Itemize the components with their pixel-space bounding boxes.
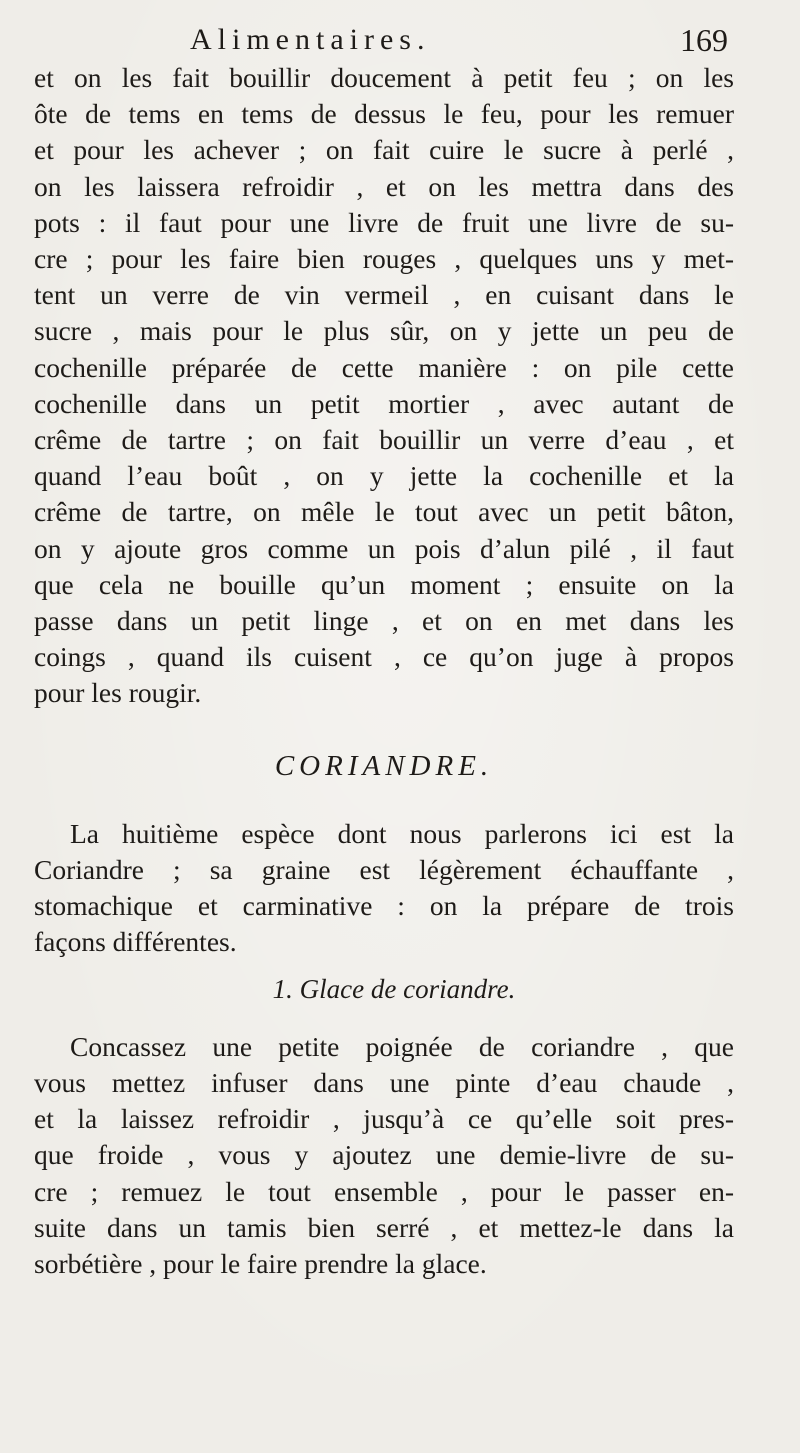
text-line: crême de tartre, on mêle le tout avec un petit bâton, xyxy=(34,496,734,528)
text-line: tent un verre de vin vermeil , en cuisant dans le xyxy=(34,279,734,311)
text-line: suite dans un tamis bien serré , et mettez-le dans la xyxy=(34,1211,734,1243)
text-line: pots : il faut pour une livre de fruit une livre de su- xyxy=(34,206,734,238)
page-number: 169 xyxy=(680,22,728,58)
text-line: La huitième espèce dont nous parlerons ici est la xyxy=(70,817,734,849)
subsection-heading: 1. Glace de coriandre. xyxy=(272,973,516,1004)
text-line: cochenille dans un petit mortier , avec autant de xyxy=(34,387,734,419)
text-line: vous mettez infuser dans une pinte d’eau chaude , xyxy=(34,1067,734,1099)
text-line: passe dans un petit linge , et on en met dans les xyxy=(34,605,734,637)
text-line: façons différentes. xyxy=(34,926,237,958)
text-line: crême de tartre ; on fait bouillir un verre d’eau , et xyxy=(34,424,734,456)
text-line: coings , quand ils cuisent , ce qu’on juge à propos xyxy=(34,641,734,673)
paragraph-3 xyxy=(34,1029,734,1282)
text-line: quand l’eau boût , on y jette la cochenille et la xyxy=(34,460,734,492)
paragraph-1 xyxy=(34,60,734,712)
text-line: cochenille préparée de cette manière : on pile cette xyxy=(34,351,734,383)
page-body xyxy=(34,60,734,1282)
text-line: on y ajoute gros comme un pois d’alun pilé , il faut xyxy=(34,532,734,564)
text-line: que cela ne bouille qu’un moment ; ensuite on la xyxy=(34,568,734,600)
text-line: et on les fait bouillir doucement à petit feu ; on les xyxy=(34,62,734,93)
text-line: sucre , mais pour le plus sûr, on y jette un peu de xyxy=(34,315,734,347)
running-head: Alimentaires. xyxy=(190,23,431,56)
text-line: ôte de tems en tems de dessus le feu, pour les remuer xyxy=(34,98,734,130)
text-line: Coriandre ; sa graine est légèrement échauffante , xyxy=(34,854,734,886)
text-line: pour les rougir. xyxy=(34,677,202,709)
section-heading: CORIANDRE. xyxy=(274,749,494,782)
paragraph-2 xyxy=(34,816,734,961)
text-line: que froide , vous y ajoutez une demie-livre de su- xyxy=(34,1139,734,1171)
text-line: cre ; pour les faire bien rouges , quelques uns y met- xyxy=(34,243,734,275)
text-line: sorbétière , pour le faire prendre la glace. xyxy=(34,1248,487,1280)
text-line: stomachique et carminative : on la prépare de trois xyxy=(34,890,734,922)
text-line: et pour les achever ; on fait cuire le sucre à perlé , xyxy=(34,134,734,166)
page-header xyxy=(0,20,800,60)
text-line: Concassez une petite poignée de coriandre , que xyxy=(70,1030,734,1062)
text-line: on les laissera refroidir , et on les mettra dans des xyxy=(34,170,734,202)
text-line: cre ; remuez le tout ensemble , pour le passer en- xyxy=(34,1175,734,1207)
text-line: et la laissez refroidir , jusqu’à ce qu’elle soit pres- xyxy=(34,1103,734,1135)
